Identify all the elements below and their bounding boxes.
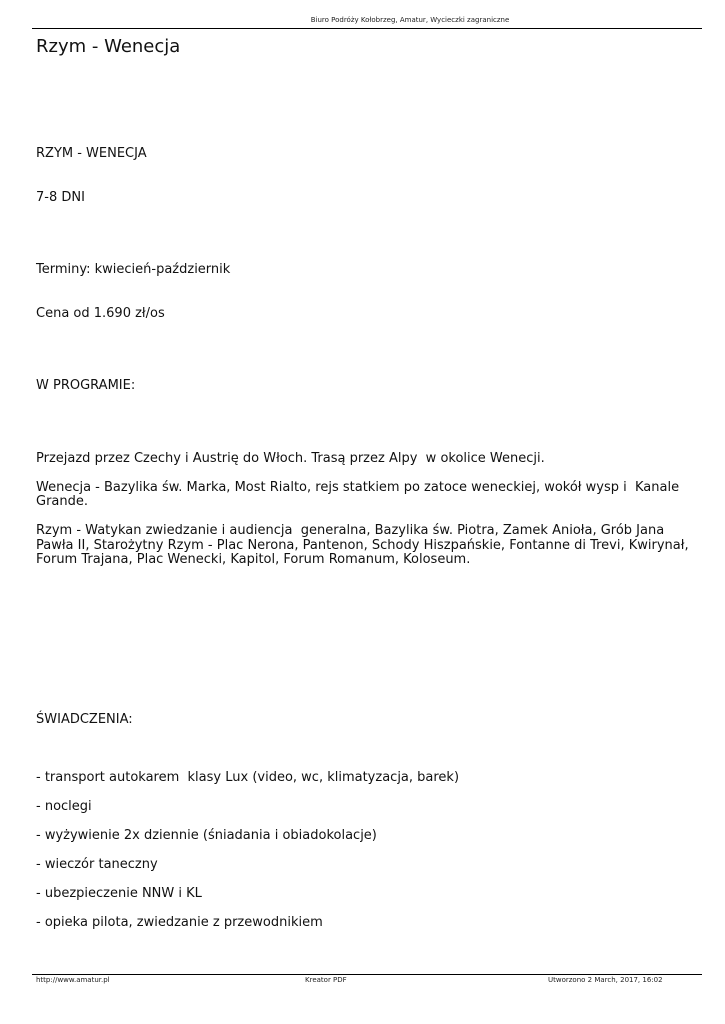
text-line: Cena od 1.690 zł/os: [36, 305, 165, 321]
text-line: [36, 205, 696, 220]
footer-url[interactable]: http://www.amatur.pl: [36, 976, 110, 984]
text-line: Przejazd przez Czechy i Austrię do Włoch. Trasą przez Alpy w okolice Wenecji.: [36, 450, 545, 466]
text-line: [36, 843, 696, 858]
text-line: [36, 292, 696, 307]
text-line: [36, 249, 696, 264]
text-line: [36, 597, 696, 612]
header-divider: [32, 28, 702, 29]
text-line: [36, 698, 696, 713]
text-line: W PROGRAMIE:: [36, 378, 136, 393]
text-line: Terminy: kwiecień-październik: [36, 262, 231, 277]
text-line: [36, 394, 696, 409]
text-line: - noclegi: [36, 798, 92, 814]
text-line: [36, 104, 696, 119]
text-line: - opieka pilota, zwiedzanie z przewodnikiem: [36, 914, 323, 930]
text-line: [36, 582, 696, 597]
text-line: RZYM - WENECJA: [36, 146, 147, 161]
text-line: [36, 640, 696, 655]
text-line: - ubezpieczenie NNW i KL: [36, 885, 202, 901]
text-line: [36, 133, 696, 148]
text-line: [36, 336, 696, 351]
text-line: ŚWIADCZENIA:: [36, 711, 133, 727]
text-line: [36, 611, 696, 626]
text-line: [36, 408, 696, 423]
text-line: [36, 437, 696, 452]
text-line: 7-8 DNI: [36, 189, 85, 205]
text-line: [36, 234, 696, 249]
text-line: [36, 814, 696, 829]
text-line: [36, 176, 696, 191]
text-line: [36, 901, 696, 916]
text-line: [36, 669, 696, 684]
footer-created-date: Utworzono 2 March, 2017, 16:02: [548, 976, 663, 984]
text-line: [36, 945, 696, 960]
text-line: [36, 162, 696, 177]
text-line: [36, 423, 696, 438]
text-line: [36, 350, 696, 365]
text-line: [36, 872, 696, 887]
text-line: [36, 655, 696, 670]
text-line: [36, 626, 696, 641]
document-title: Rzym - Wenecja: [36, 36, 181, 57]
text-line: Rzym - Watykan zwiedzanie i audiencja generalna, Bazylika św. Piotra, Zamek Anioła, Grób Jana Pawła II, Starożytny Rzym - Plac Nerona, Pantenon, Schody Hiszpańskie, Fontanne di Trevi, Kwirynał, Forum Trajana, Plac Wenecki, Kapitol, Forum Romanum, Koloseum.: [36, 523, 693, 567]
text-line: [36, 220, 696, 235]
text-line: [36, 510, 696, 525]
text-line: Wenecja - Bazylika św. Marka, Most Rialto, rejs statkiem po zatoce weneckiej, wokół wysp i Kanale Grande.: [36, 479, 684, 509]
text-line: [36, 89, 696, 104]
text-line: [36, 466, 696, 481]
text-line: [36, 118, 696, 133]
text-line: - transport autokarem klasy Lux (video, wc, klimatyzacja, barek): [36, 769, 460, 785]
page-header: Biuro Podróży Kołobrzeg, Amatur, Wycieczki zagraniczne: [310, 16, 510, 24]
text-line: - wyżywienie 2x dziennie (śniadania i obiadokolacje): [36, 827, 377, 843]
text-line: [36, 568, 696, 583]
text-line: [36, 321, 696, 336]
text-line: [36, 930, 696, 945]
text-line: [36, 684, 696, 699]
text-line: [36, 785, 696, 800]
text-line: [36, 756, 696, 771]
footer-generator: Kreator PDF: [305, 976, 347, 984]
text-line: [36, 727, 696, 742]
text-line: [36, 278, 696, 293]
text-line: [36, 365, 696, 380]
text-line: [36, 742, 696, 757]
text-line: - wieczór taneczny: [36, 856, 158, 872]
document-body: [36, 89, 696, 959]
footer-divider: [32, 974, 702, 975]
